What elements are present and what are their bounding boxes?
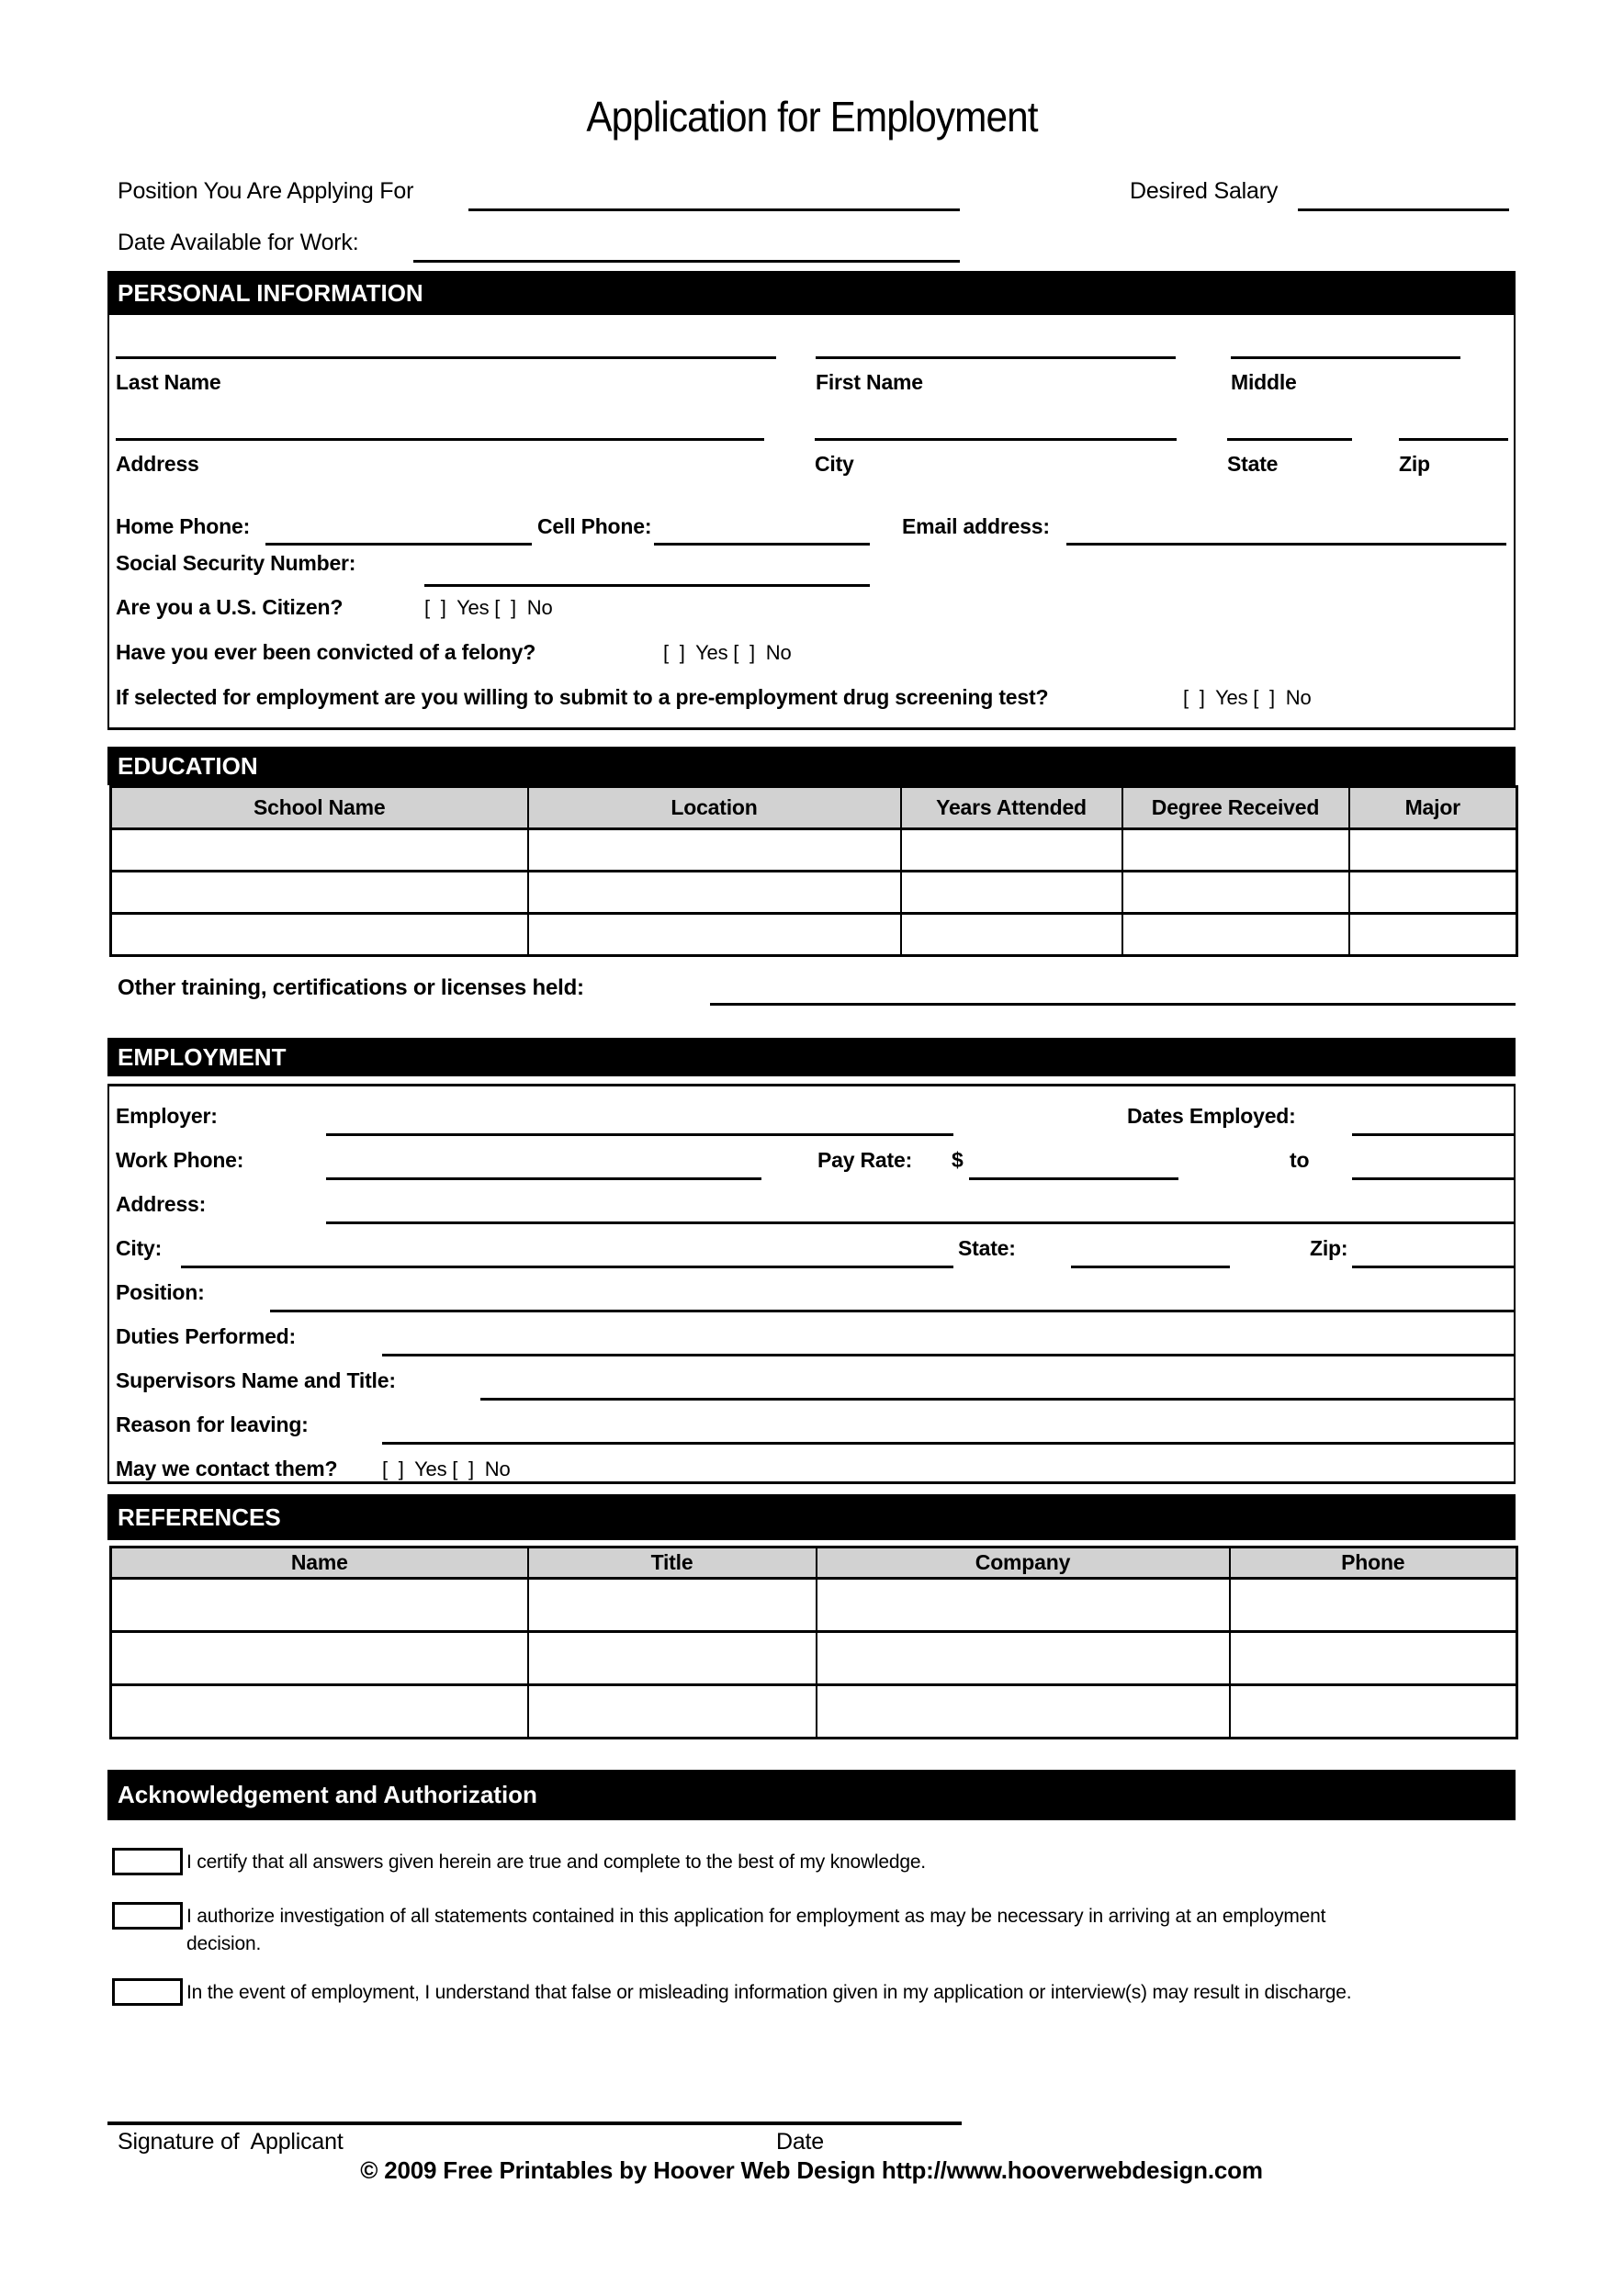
position-applying-field[interactable] bbox=[468, 208, 960, 211]
first-name-field[interactable] bbox=[816, 356, 1176, 359]
last-name-label: Last Name bbox=[116, 370, 221, 394]
contact-question-label: May we contact them? bbox=[116, 1457, 338, 1480]
education-col-school: School Name bbox=[111, 787, 528, 829]
dates-employed-to-label: to bbox=[1290, 1148, 1310, 1172]
drug-test-yes-no-checkboxes[interactable]: [ ] Yes [ ] No bbox=[1183, 686, 1312, 709]
pay-rate-dollar-sign: $ bbox=[952, 1148, 964, 1172]
education-cell[interactable] bbox=[111, 914, 528, 956]
personal-info-header-bar bbox=[107, 271, 1516, 315]
last-name-field[interactable] bbox=[116, 356, 776, 359]
personal-info-header: PERSONAL INFORMATION bbox=[118, 278, 423, 307]
cell-phone-label: Cell Phone: bbox=[537, 514, 652, 538]
felony-question-label: Have you ever been convicted of a felony? bbox=[116, 640, 536, 664]
supervisor-label: Supervisors Name and Title: bbox=[116, 1368, 396, 1392]
education-cell[interactable] bbox=[1122, 872, 1349, 914]
education-cell[interactable] bbox=[111, 872, 528, 914]
cell-phone-field[interactable] bbox=[654, 543, 870, 546]
duties-field[interactable] bbox=[382, 1354, 1516, 1356]
reason-leaving-field[interactable] bbox=[382, 1442, 1516, 1445]
pay-rate-label: Pay Rate: bbox=[817, 1148, 913, 1172]
employer-field[interactable] bbox=[326, 1133, 953, 1136]
references-header-bar bbox=[107, 1494, 1516, 1540]
employer-zip-field[interactable] bbox=[1352, 1266, 1516, 1268]
education-cell[interactable] bbox=[528, 829, 901, 872]
position-label: Position: bbox=[116, 1280, 205, 1304]
education-cell[interactable] bbox=[901, 872, 1122, 914]
city-field[interactable] bbox=[815, 438, 1177, 441]
signature-field[interactable] bbox=[107, 2122, 962, 2125]
certify-checkbox[interactable] bbox=[112, 1848, 183, 1875]
references-col-title: Title bbox=[528, 1548, 817, 1579]
employer-state-label: State: bbox=[958, 1236, 1016, 1260]
home-phone-field[interactable] bbox=[265, 543, 532, 546]
references-cell[interactable] bbox=[111, 1579, 528, 1632]
state-field[interactable] bbox=[1227, 438, 1352, 441]
authorize-statement: I authorize investigation of all statements contained in this application for employment as may be necessary in arriving at an employment decision. bbox=[186, 1906, 1326, 1954]
citizen-yes-no-checkboxes[interactable]: [ ] Yes [ ] No bbox=[424, 596, 553, 619]
education-cell[interactable] bbox=[111, 829, 528, 872]
acknowledgement-header-bar bbox=[107, 1770, 1516, 1820]
employer-state-field[interactable] bbox=[1071, 1266, 1230, 1268]
references-cell[interactable] bbox=[111, 1685, 528, 1739]
education-table bbox=[109, 785, 1518, 957]
references-cell[interactable] bbox=[817, 1579, 1230, 1632]
education-cell[interactable] bbox=[1349, 829, 1517, 872]
employer-zip-label: Zip: bbox=[1310, 1236, 1348, 1260]
employment-header-bar bbox=[107, 1038, 1516, 1076]
references-cell[interactable] bbox=[528, 1685, 817, 1739]
address-label: Address bbox=[116, 452, 199, 476]
acknowledgement-header: Acknowledgement and Authorization bbox=[118, 1781, 537, 1808]
references-cell[interactable] bbox=[1230, 1632, 1517, 1685]
middle-name-field[interactable] bbox=[1231, 356, 1460, 359]
dates-employed-label: Dates Employed: bbox=[1127, 1104, 1296, 1128]
address-field[interactable] bbox=[116, 438, 764, 441]
employer-address-label: Address: bbox=[116, 1192, 207, 1216]
references-row bbox=[111, 1632, 1517, 1685]
education-row bbox=[111, 829, 1517, 872]
references-row bbox=[111, 1579, 1517, 1632]
date-label: Date bbox=[776, 2129, 825, 2155]
zip-label: Zip bbox=[1399, 452, 1430, 476]
employer-address-field[interactable] bbox=[326, 1221, 1516, 1224]
dates-employed-from-field[interactable] bbox=[1352, 1133, 1516, 1136]
references-cell[interactable] bbox=[1230, 1685, 1517, 1739]
other-training-field[interactable] bbox=[710, 1003, 1516, 1006]
pay-rate-field[interactable] bbox=[969, 1177, 1178, 1180]
duties-label: Duties Performed: bbox=[116, 1324, 296, 1348]
discharge-checkbox[interactable] bbox=[112, 1978, 183, 2006]
references-cell[interactable] bbox=[1230, 1579, 1517, 1632]
education-cell[interactable] bbox=[528, 914, 901, 956]
authorize-checkbox[interactable] bbox=[112, 1902, 183, 1930]
felony-yes-no-checkboxes[interactable]: [ ] Yes [ ] No bbox=[663, 641, 792, 664]
work-phone-label: Work Phone: bbox=[116, 1148, 244, 1172]
state-label: State bbox=[1227, 452, 1279, 476]
education-col-degree: Degree Received bbox=[1122, 787, 1349, 829]
references-col-name: Name bbox=[111, 1548, 528, 1579]
middle-name-label: Middle bbox=[1231, 370, 1297, 394]
employment-header: EMPLOYMENT bbox=[118, 1042, 287, 1071]
position-field[interactable] bbox=[270, 1310, 1516, 1312]
references-cell[interactable] bbox=[817, 1632, 1230, 1685]
education-header: EDUCATION bbox=[118, 751, 258, 780]
education-col-location: Location bbox=[528, 787, 901, 829]
references-cell[interactable] bbox=[528, 1632, 817, 1685]
contact-yes-no-checkboxes[interactable]: [ ] Yes [ ] No bbox=[382, 1458, 511, 1480]
education-cell[interactable] bbox=[1122, 829, 1349, 872]
education-row bbox=[111, 914, 1517, 956]
dates-employed-to-field[interactable] bbox=[1352, 1177, 1516, 1180]
desired-salary-field[interactable] bbox=[1298, 208, 1509, 211]
page-title bbox=[107, 92, 1516, 141]
date-available-label: Date Available for Work: bbox=[118, 230, 359, 255]
education-cell[interactable] bbox=[1349, 914, 1517, 956]
education-col-major: Major bbox=[1349, 787, 1517, 829]
zip-field[interactable] bbox=[1399, 438, 1508, 441]
city-label: City bbox=[815, 452, 854, 476]
certify-statement: I certify that all answers given herein are true and complete to the best of my knowledge. bbox=[186, 1851, 926, 1873]
references-cell[interactable] bbox=[111, 1632, 528, 1685]
education-cell[interactable] bbox=[1349, 872, 1517, 914]
education-header-bar bbox=[107, 747, 1516, 785]
education-cell[interactable] bbox=[528, 872, 901, 914]
date-available-field[interactable] bbox=[413, 260, 960, 263]
references-col-phone: Phone bbox=[1230, 1548, 1517, 1579]
references-header: REFERENCES bbox=[118, 1503, 281, 1531]
page-title-text: Application for Employment bbox=[585, 93, 1038, 141]
email-label: Email address: bbox=[902, 514, 1050, 538]
education-cell[interactable] bbox=[901, 914, 1122, 956]
references-cell[interactable] bbox=[528, 1579, 817, 1632]
home-phone-label: Home Phone: bbox=[116, 514, 251, 538]
supervisor-field[interactable] bbox=[480, 1398, 1516, 1401]
reason-leaving-label: Reason for leaving: bbox=[116, 1412, 309, 1436]
references-row bbox=[111, 1685, 1517, 1739]
references-cell[interactable] bbox=[817, 1685, 1230, 1739]
ssn-label: Social Security Number: bbox=[116, 551, 356, 575]
education-row bbox=[111, 872, 1517, 914]
ssn-field[interactable] bbox=[424, 584, 870, 587]
other-training-label: Other training, certifications or licenses held: bbox=[118, 975, 584, 1000]
employer-city-label: City: bbox=[116, 1236, 163, 1260]
drug-test-question-label: If selected for employment are you willing to submit to a pre-employment drug screening test? bbox=[116, 685, 1049, 709]
education-cell[interactable] bbox=[901, 829, 1122, 872]
employer-city-field[interactable] bbox=[181, 1266, 953, 1268]
discharge-statement: In the event of employment, I understand that false or misleading information given in my application or interview(s) may result in discharge. bbox=[186, 1982, 1352, 2003]
education-col-years: Years Attended bbox=[901, 787, 1122, 829]
employer-label: Employer: bbox=[116, 1104, 218, 1128]
first-name-label: First Name bbox=[816, 370, 923, 394]
personal-info-box bbox=[107, 315, 1516, 730]
education-cell[interactable] bbox=[1122, 914, 1349, 956]
references-col-company: Company bbox=[817, 1548, 1230, 1579]
citizen-question-label: Are you a U.S. Citizen? bbox=[116, 595, 344, 619]
work-phone-field[interactable] bbox=[326, 1177, 761, 1180]
references-table bbox=[109, 1546, 1518, 1739]
desired-salary-label: Desired Salary bbox=[1130, 178, 1279, 204]
signature-label: Signature of Applicant bbox=[118, 2129, 344, 2155]
copyright-line: © 2009 Free Printables by Hoover Web Design http://www.hooverwebdesign.com bbox=[360, 2156, 1263, 2184]
email-field[interactable] bbox=[1066, 543, 1506, 546]
employment-box bbox=[107, 1084, 1516, 1484]
position-applying-label: Position You Are Applying For bbox=[118, 178, 414, 204]
